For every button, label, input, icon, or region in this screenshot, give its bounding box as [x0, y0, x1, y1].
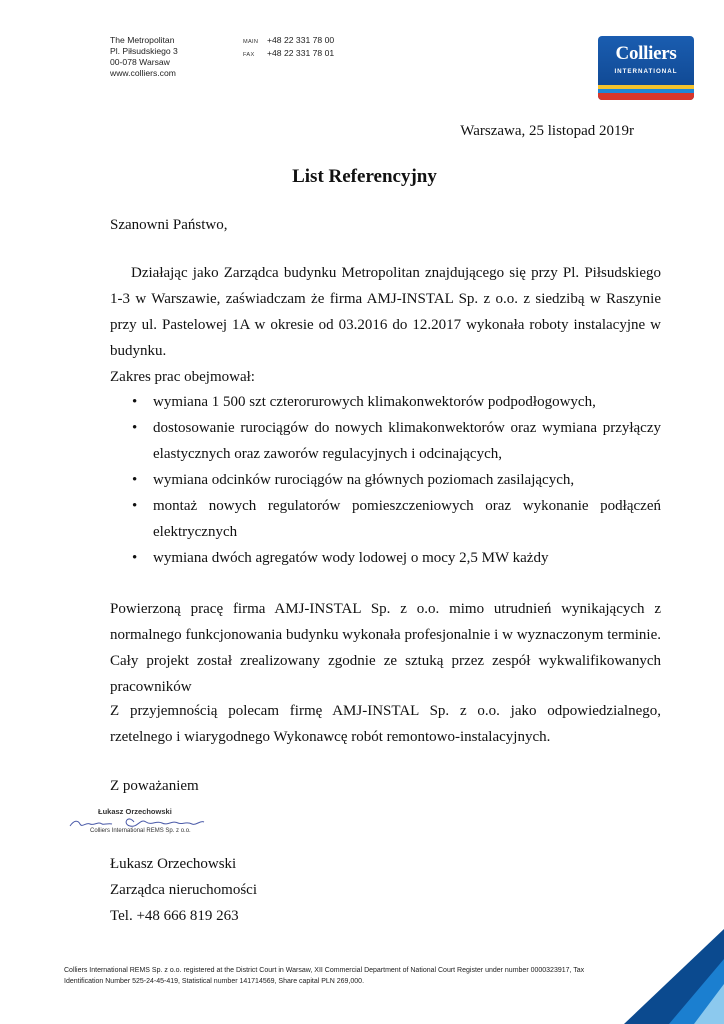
contact-value: +48 22 331 78 01	[267, 48, 335, 58]
bullet-icon: •	[132, 550, 138, 566]
sender-address	[110, 35, 178, 79]
signer-block	[110, 851, 257, 929]
colliers-logo	[598, 36, 694, 100]
list-item: • wymiana odcinków rurociągów na głównych poziomach zasilających,	[130, 467, 661, 493]
contact-fax	[243, 48, 334, 61]
closing: Z poważaniem	[110, 778, 199, 794]
greeting: Szanowni Państwo,	[110, 217, 228, 233]
list-item: • montaż nowych regulatorów pomieszczeniowych oraz wykonanie podłączeń elektrycznych	[130, 493, 661, 545]
footer-line: Identification Number 525-24-45-419, Statistical number 141714569, Share capital PLN 269,000.	[64, 978, 365, 985]
signature-stamp	[68, 806, 218, 842]
paragraph-intro: Działając jako Zarządca budynku Metropolitan znajdującego się przy Pl. Piłsudskiego 1-3 w Warszawie, zaświadczam że firma AMJ-INSTAL Sp. z o.o. z siedzibą w Raszynie przy ul. Pastelowej 1A w okresie od 03.2016 do 12.2017 wykonała roboty instalacyjne w budynku.	[110, 265, 661, 359]
stamp-name: Łukasz Orzechowski	[98, 807, 172, 816]
stamp-company: Colliers International REMS Sp. z o.o.	[90, 828, 191, 834]
contact-label: MAIN	[243, 39, 259, 45]
logo-brand: Colliers	[615, 43, 677, 64]
signer-name: Łukasz Orzechowski	[110, 856, 237, 872]
bullet-icon: •	[132, 498, 138, 514]
sender-contacts	[243, 35, 334, 61]
legal-footer	[64, 965, 624, 987]
letter-title: List Referencyjny	[292, 166, 437, 187]
list-item: • wymiana 1 500 szt czterorurowych klimakonwektorów podpodłogowych,	[130, 389, 661, 415]
address-line: 00-078 Warsaw	[110, 57, 170, 67]
address-line: Pl. Piłsudskiego 3	[110, 46, 178, 56]
signer-phone: Tel. +48 666 819 263	[110, 908, 239, 924]
website: www.colliers.com	[110, 68, 176, 78]
contact-label: FAX	[243, 52, 255, 58]
bullet-icon: •	[132, 472, 138, 488]
contact-value: +48 22 331 78 00	[267, 35, 335, 45]
list-item: • dostosowanie rurociągów do nowych klimakonwektorów oraz wymiana przyłączy elastycznych oraz zaworów regulacyjnych i odcinających,	[130, 415, 661, 467]
contact-main	[243, 35, 334, 48]
logo-stripe-red	[598, 93, 694, 100]
address-line: The Metropolitan	[110, 35, 175, 45]
scope-list	[130, 389, 661, 571]
bullet-icon: •	[132, 420, 138, 436]
footer-line: Colliers International REMS Sp. z o.o. registered at the District Court in Warsaw, XII Commercial Department of National Court Register under number 0000323917, Tax	[64, 967, 585, 974]
paragraph-assessment: Powierzoną pracę firma AMJ-INSTAL Sp. z o.o. mimo utrudnień wynikających z normalnego funkcjonowania budynku wykonała profesjonalnie i w wyznaczonym terminie. Cały projekt został zrealizowany zgodnie ze sztuką przez zespół wykwalifikowanych pracowników	[110, 601, 661, 695]
scope-intro: Zakres prac obejmował:	[110, 369, 255, 385]
logo-subtitle: INTERNATIONAL	[614, 68, 678, 75]
paragraph-recommendation: Z przyjemnością polecam firmę AMJ-INSTAL Sp. z o.o. jako odpowiedzialnego, rzetelnego i wiarygodnego Wykonawcę robót remontowo-instalacyjnych.	[110, 703, 661, 745]
letter-date: Warszawa, 25 listopad 2019r	[460, 123, 634, 139]
bullet-icon: •	[132, 394, 138, 410]
signer-role: Zarządca nieruchomości	[110, 882, 258, 898]
corner-decoration-icon	[584, 929, 724, 1024]
list-item: • wymiana dwóch agregatów wody lodowej o mocy 2,5 MW każdy	[130, 545, 661, 571]
